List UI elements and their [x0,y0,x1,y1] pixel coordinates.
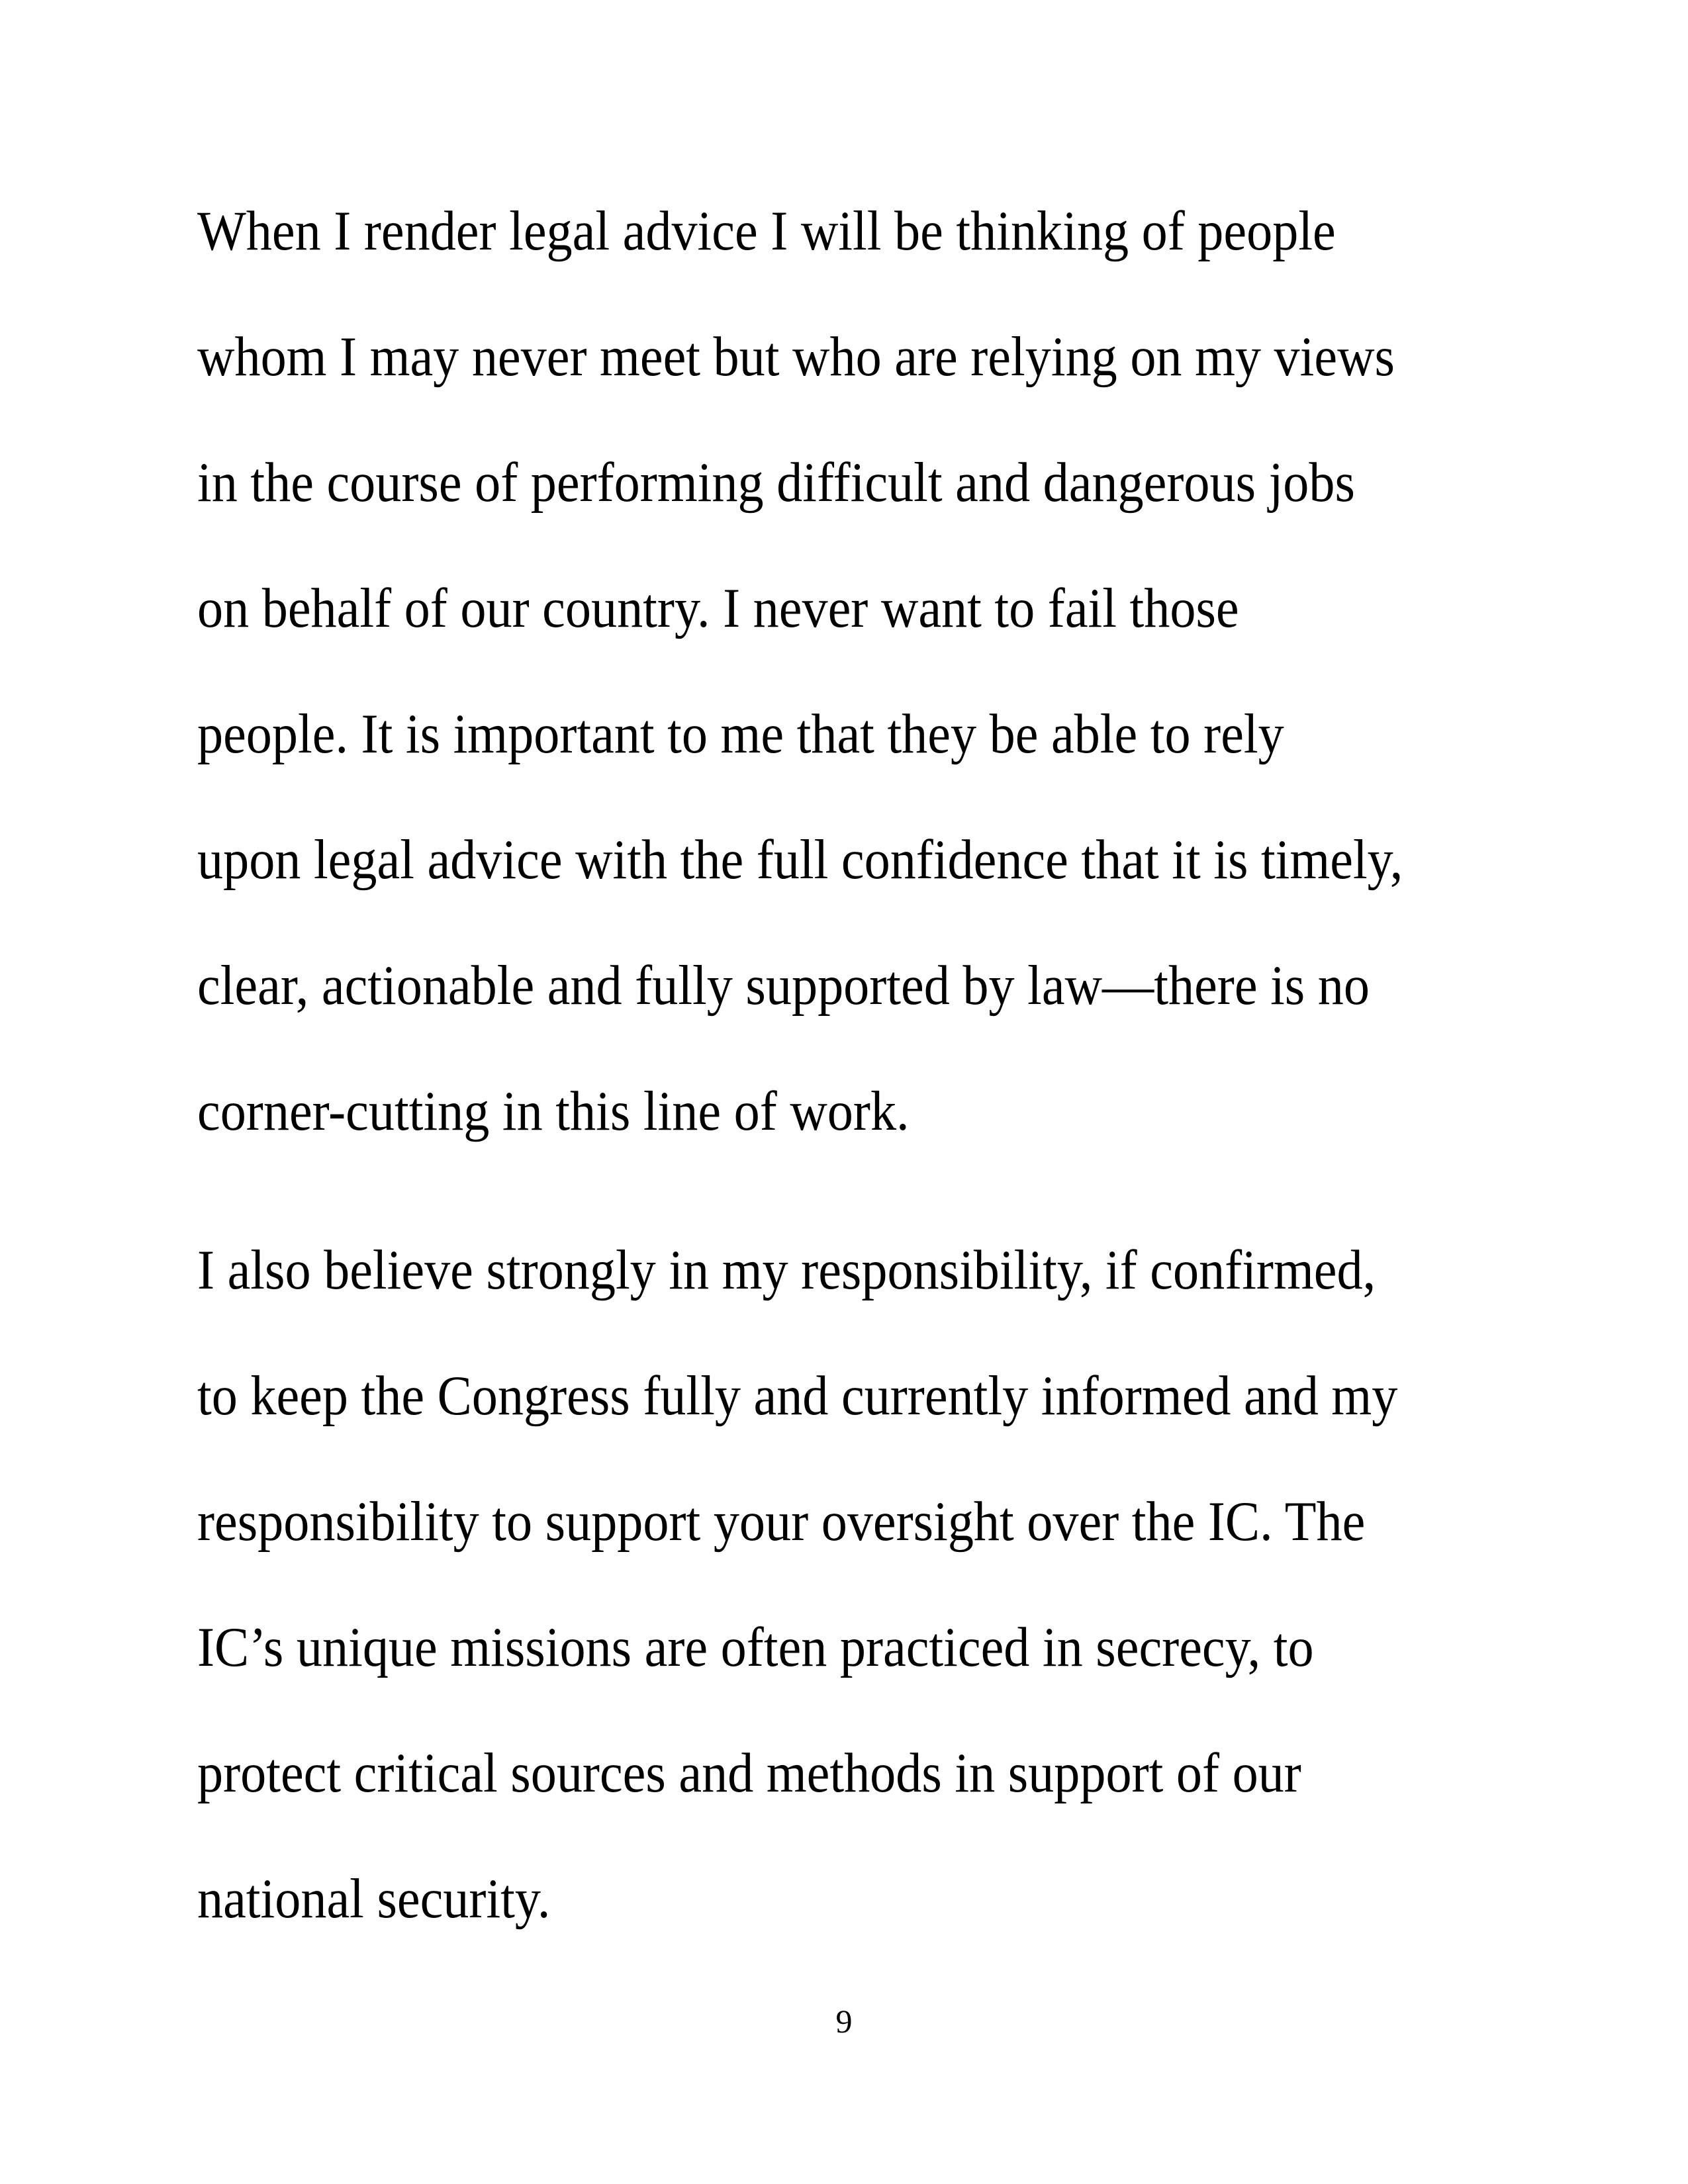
text-line: whom I may never meet but who are relying on my views [197,326,1395,388]
text-line: to keep the Congress fully and currently informed and my [197,1365,1398,1427]
text-line: upon legal advice with the full confidence that it is timely, [197,829,1403,891]
text-line: I also believe strongly in my responsibility, if confirmed, [197,1239,1376,1301]
text-line: people. It is important to me that they be able to rely [197,703,1284,765]
text-line: in the course of performing difficult and dangerous jobs [197,451,1355,514]
text-line: on behalf of our country. I never want to fail those [197,577,1239,639]
text-line: national security. [197,1868,551,1930]
text-line: clear, actionable and fully supported by law—there is no [197,954,1370,1017]
paragraph-1 [197,168,1508,1174]
paragraph-2 [197,1207,1502,1962]
page-number: 9 [835,2003,853,2040]
text-line: IC’s unique missions are often practiced in secrecy, to [197,1616,1314,1678]
text-line: When I render legal advice I will be thinking of people [197,200,1336,262]
text-line: corner-cutting in this line of work. [197,1080,910,1142]
text-line: responsibility to support your oversight over the IC. The [197,1490,1366,1553]
text-line: protect critical sources and methods in support of our [197,1742,1301,1804]
